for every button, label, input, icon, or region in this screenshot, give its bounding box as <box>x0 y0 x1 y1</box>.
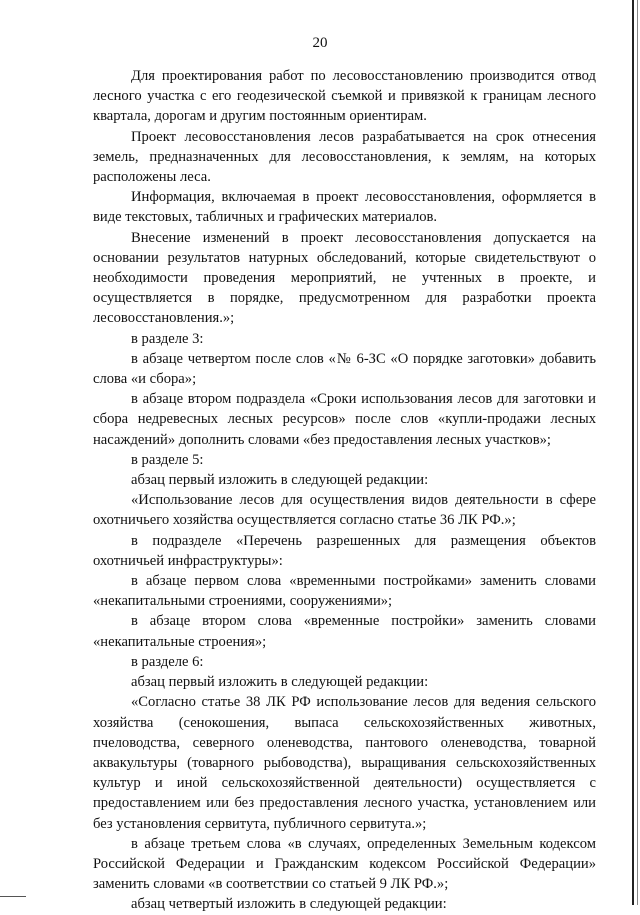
paragraph: Проект лесовосстановления лесов разрабатывается на срок отнесения земель, предназначенных для лесовосстановления, к землям, на которых расположены леса. <box>93 128 596 186</box>
paragraph: абзац четвертый изложить в следующей редакции: <box>131 896 447 913</box>
paragraph: Для проектирования работ по лесовосстановлению производится отвод лесного участка с его геодезической съемкой и привязкой к границам лесного квартала, дорогам и другим постоянным ориентирам. <box>93 68 596 125</box>
paragraph: в абзаце третьем слова «в случаях, определенных Земельным кодексом Российской Федерации и Гражданским кодексом Российской Федерации» заменить словами «в соответствии со статьей 9 ЛК РФ.»; <box>93 835 596 893</box>
paragraph: в абзаце втором подраздела «Сроки использования лесов для заготовки и сбора недревесных лесных ресурсов» после слов «купли-продажи лесных насаждений» дополнить словами «без предоставления лесных участков»; <box>93 391 596 448</box>
paragraph: в абзаце втором слова «временные постройки» заменить словами «некапитальные строения»; <box>93 613 596 650</box>
paragraph: в разделе 6: <box>131 653 204 670</box>
paragraph: в разделе 5: <box>131 451 204 468</box>
page-number: 20 <box>312 35 328 51</box>
paragraph: «Использование лесов для осуществления видов деятельности в сфере охотничьего хозяйства осуществляется согласно статье 36 ЛК РФ.»; <box>93 492 596 529</box>
scan-corner-mark <box>0 896 26 897</box>
paragraph: в абзаце первом слова «временными постройками» заменить словами «некапитальными строениями, сооружениями»; <box>93 573 596 610</box>
document-body <box>93 66 596 915</box>
paragraph: абзац первый изложить в следующей редакции: <box>131 674 429 691</box>
paragraph: в подразделе «Перечень разрешенных для размещения объектов охотничьей инфраструктуры»: <box>93 532 596 569</box>
paragraph: «Согласно статье 38 ЛК РФ использование лесов для ведения сельского хозяйства (сенокошения, выпаса сельскохозяйственных животных, пчеловодства, северного оленеводства, пантового оленеводства, товарной аквакультуры (товарного рыбоводства), выращивания сельскохозяйственных культур и иной сельскохозяйственной деятельности) осуществляется с предоставлением или без предоставления лесного участка, установлением или без установления сервитута, публичного сервитута.»; <box>93 694 596 832</box>
paragraph: Информация, включаемая в проект лесовосстановления, оформляется в виде текстовых, табличных и графических материалов. <box>93 189 596 226</box>
scan-edge-line <box>632 0 634 905</box>
paragraph: в разделе 3: <box>131 330 204 347</box>
scan-edge-shadow <box>637 0 638 905</box>
paragraph: Внесение изменений в проект лесовосстановления допускается на основании результатов натурных обследований, которые свидетельствуют о необходимости проведения мероприятий, не учтенных в проекте, и осуществляется в порядке, предусмотренном для разработки проекта лесовосстановления.»; <box>93 229 596 327</box>
paragraph: в абзаце четвертом после слов «№ 6-ЗС «О порядке заготовки» добавить слова «и сбора»; <box>93 350 596 388</box>
paragraph: абзац первый изложить в следующей редакции: <box>131 472 429 489</box>
